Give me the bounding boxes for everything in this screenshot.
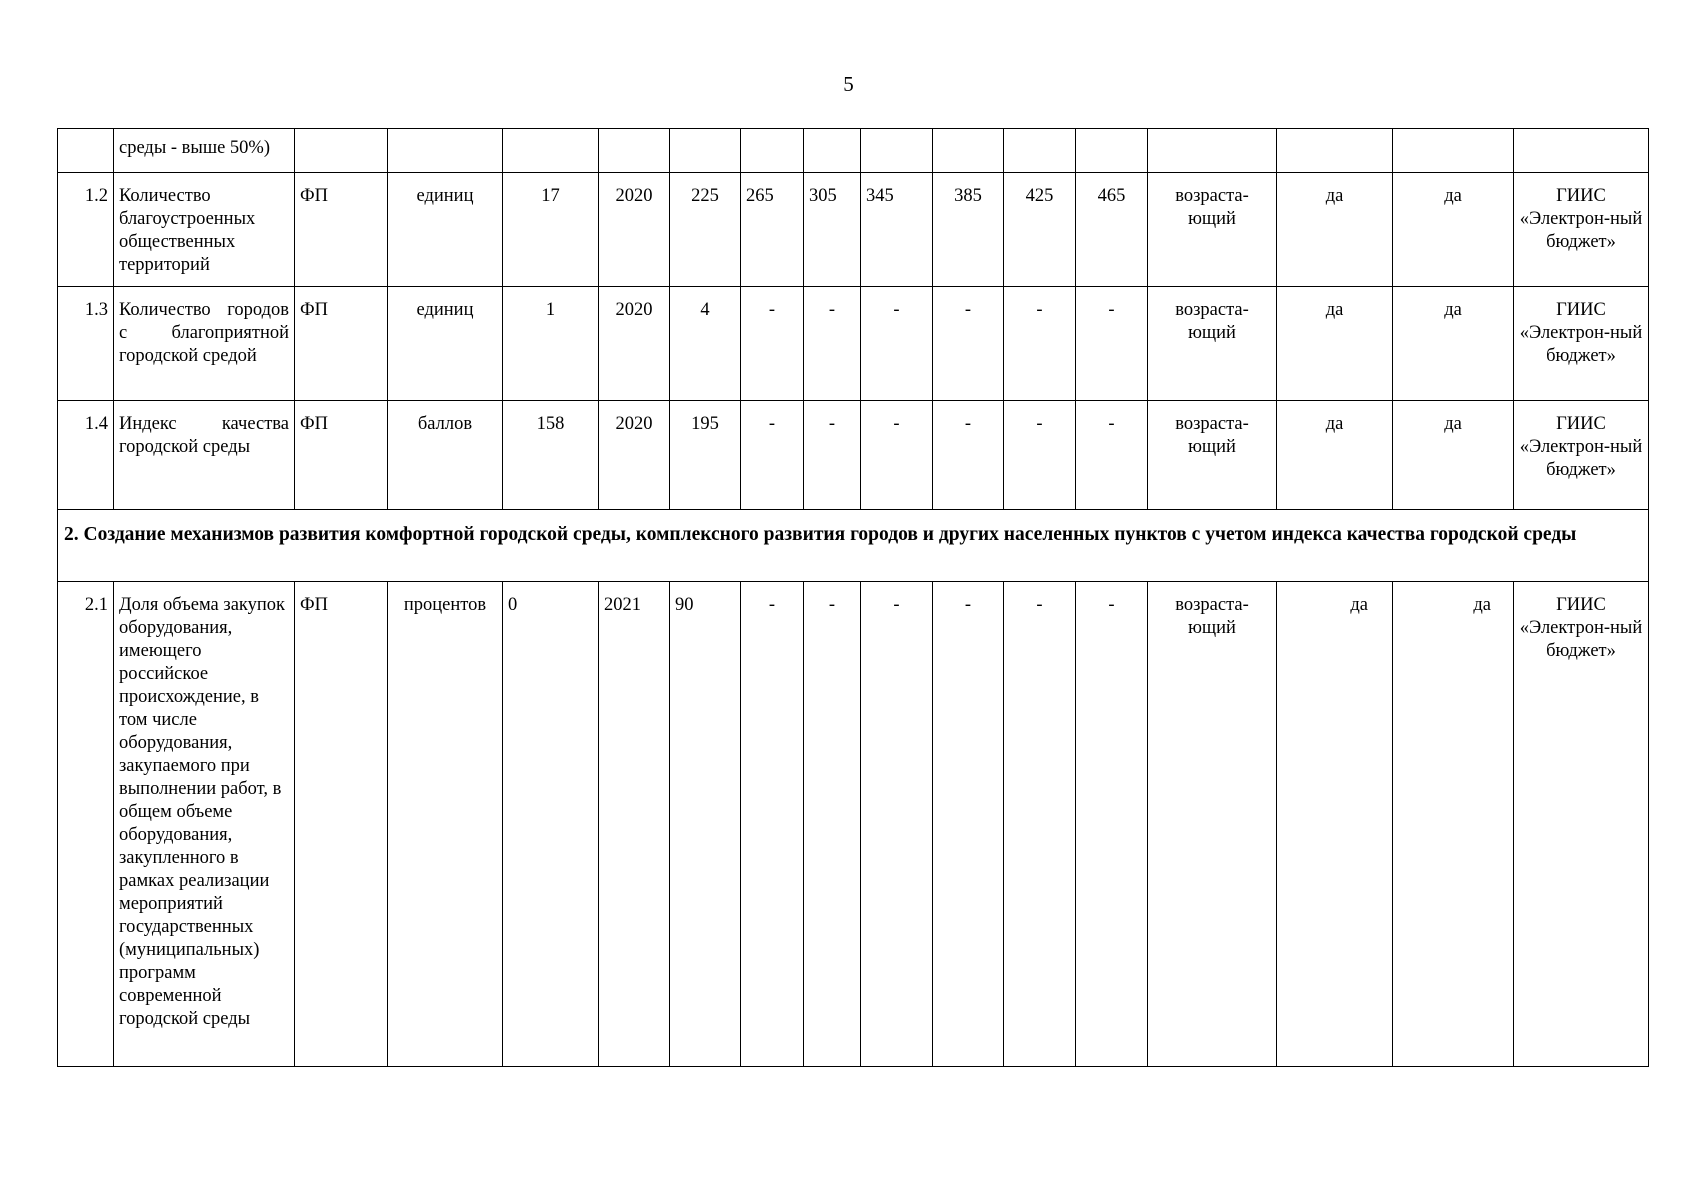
cell-base: 17: [503, 173, 599, 287]
table-row: [58, 401, 1649, 510]
page-number: 5: [843, 72, 854, 96]
table-row: [58, 582, 1649, 1067]
cell-trend: возраста-ющий: [1148, 287, 1277, 401]
cell-f1: да: [1277, 173, 1393, 287]
cell-v5: 385: [933, 173, 1004, 287]
cell-year: [599, 129, 670, 173]
cell-f2: да: [1393, 287, 1514, 401]
cell-level: ФП: [295, 401, 388, 510]
cell-v5: [933, 129, 1004, 173]
cell-f1: да: [1277, 287, 1393, 401]
cell-v2: 265: [741, 173, 804, 287]
cell-no: 1.4: [58, 401, 114, 510]
cell-f1: [1277, 129, 1393, 173]
cell-no: 2.1: [58, 582, 114, 1067]
cell-v2: -: [741, 287, 804, 401]
cell-trend: возраста-ющий: [1148, 582, 1277, 1067]
cell-f1: да: [1277, 401, 1393, 510]
cell-trend: [1148, 129, 1277, 173]
cell-v7: -: [1076, 287, 1148, 401]
cell-v1: 4: [670, 287, 741, 401]
cell-unit: единиц: [388, 173, 503, 287]
cell-f1: да: [1277, 582, 1393, 1067]
cell-v4: -: [861, 401, 933, 510]
cell-base: 158: [503, 401, 599, 510]
section-header-row: [58, 510, 1649, 582]
cell-unit: [388, 129, 503, 173]
cell-name: среды - выше 50%): [114, 129, 295, 173]
cell-base: [503, 129, 599, 173]
cell-v1: 195: [670, 401, 741, 510]
cell-trend: возраста-ющий: [1148, 173, 1277, 287]
cell-v4: -: [861, 287, 933, 401]
cell-v6: -: [1004, 582, 1076, 1067]
cell-unit: баллов: [388, 401, 503, 510]
cell-unit: процентов: [388, 582, 503, 1067]
cell-system: ГИИС «Электрон-ный бюджет»: [1514, 173, 1649, 287]
cell-name: Индекс качества городской среды: [114, 401, 295, 510]
cell-year: 2020: [599, 287, 670, 401]
cell-v4: 345: [861, 173, 933, 287]
cell-v3: [804, 129, 861, 173]
cell-v2: [741, 129, 804, 173]
cell-v1: [670, 129, 741, 173]
cell-system: ГИИС «Электрон-ный бюджет»: [1514, 287, 1649, 401]
cell-v7: -: [1076, 401, 1148, 510]
table-row: [58, 287, 1649, 401]
cell-v4: -: [861, 582, 933, 1067]
cell-no: 1.2: [58, 173, 114, 287]
cell-f2: [1393, 129, 1514, 173]
cell-no: [58, 129, 114, 173]
cell-v2: -: [741, 401, 804, 510]
cell-v7: 465: [1076, 173, 1148, 287]
cell-v3: -: [804, 582, 861, 1067]
cell-v5: -: [933, 401, 1004, 510]
cell-f2: да: [1393, 401, 1514, 510]
cell-trend: возраста-ющий: [1148, 401, 1277, 510]
cell-level: [295, 129, 388, 173]
cell-v2: -: [741, 582, 804, 1067]
cell-level: ФП: [295, 582, 388, 1067]
cell-v3: 305: [804, 173, 861, 287]
cell-f2: да: [1393, 173, 1514, 287]
cell-v1: 90: [670, 582, 741, 1067]
cell-system: ГИИС «Электрон-ный бюджет»: [1514, 582, 1649, 1067]
cell-f2: да: [1393, 582, 1514, 1067]
cell-unit: единиц: [388, 287, 503, 401]
cell-v5: -: [933, 287, 1004, 401]
cell-system: [1514, 129, 1649, 173]
cell-year: 2020: [599, 173, 670, 287]
table-row-continuation: [58, 129, 1649, 173]
cell-v3: -: [804, 287, 861, 401]
cell-v6: -: [1004, 401, 1076, 510]
table-row: [58, 173, 1649, 287]
cell-v7: [1076, 129, 1148, 173]
cell-v5: -: [933, 582, 1004, 1067]
cell-name: Количество благоустроенных общественных территорий: [114, 173, 295, 287]
cell-name: Доля объема закупок оборудования, имеющего российское происхождение, в том числе оборудования, закупаемого при выполнении работ, в общем объеме оборудования, закупленного в рамках реализации мероприятий государственных (муниципальных) программ современной городской среды: [114, 582, 295, 1067]
cell-v3: -: [804, 401, 861, 510]
cell-base: 1: [503, 287, 599, 401]
cell-v4: [861, 129, 933, 173]
section-title: 2. Создание механизмов развития комфортной городской среды, комплексного развития городов и других населенных пунктов с учетом индекса качества городской среды: [58, 510, 1649, 582]
cell-base: 0: [503, 582, 599, 1067]
cell-name: Количество городов с благоприятной городской средой: [114, 287, 295, 401]
cell-system: ГИИС «Электрон-ный бюджет»: [1514, 401, 1649, 510]
cell-v6: [1004, 129, 1076, 173]
indicators-table: [57, 128, 1649, 1067]
cell-year: 2020: [599, 401, 670, 510]
cell-level: ФП: [295, 287, 388, 401]
cell-v6: -: [1004, 287, 1076, 401]
cell-year: 2021: [599, 582, 670, 1067]
cell-v7: -: [1076, 582, 1148, 1067]
cell-level: ФП: [295, 173, 388, 287]
cell-v1: 225: [670, 173, 741, 287]
cell-v6: 425: [1004, 173, 1076, 287]
cell-no: 1.3: [58, 287, 114, 401]
